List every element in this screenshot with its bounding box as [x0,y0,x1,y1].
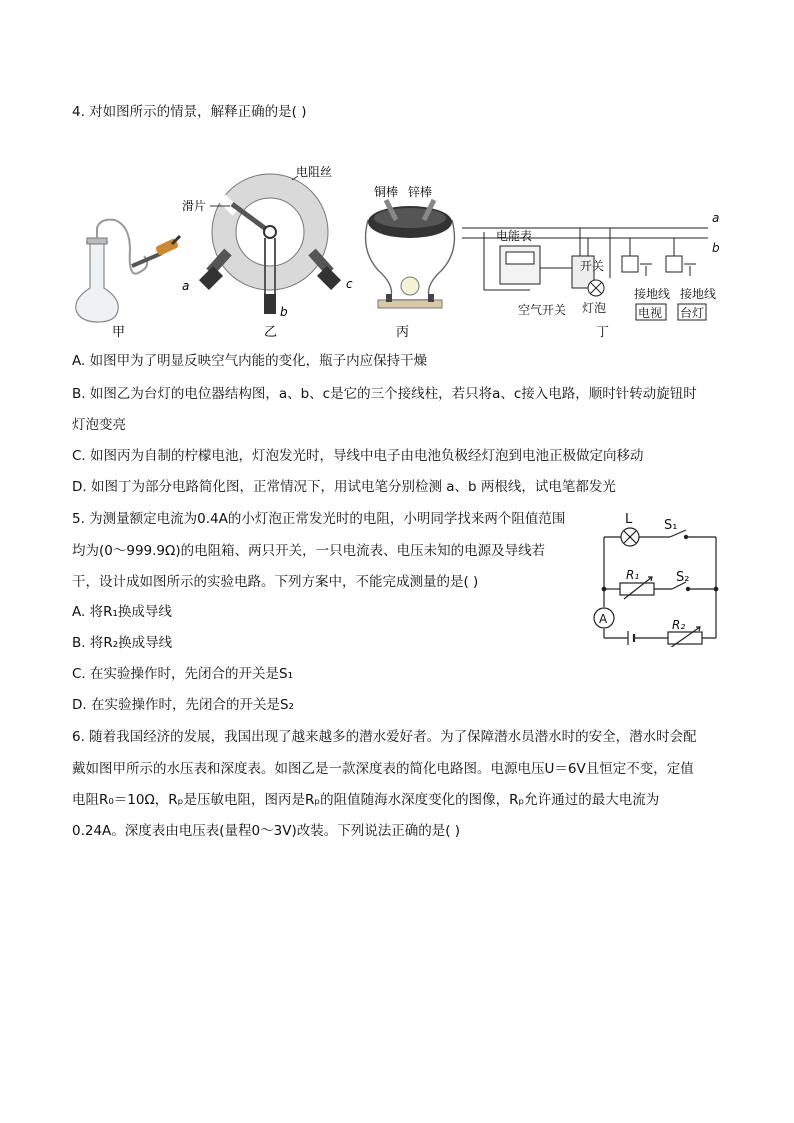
fig-label-a: a [182,279,190,293]
circuit-label-s2: S₂ [676,570,690,585]
fig-label-xinbang: 锌棒 [408,185,433,199]
circuit-label-r2: R₂ [672,618,686,632]
q5-circuit [590,505,725,647]
q4-option-b-cont: 灯泡变亮 [72,417,126,433]
fig-label-c: c [346,277,353,291]
q6-line-2: 戴如图甲所示的水压表和深度表。如图乙是一款深度表的简化电路图。电源电压U＝6V且恒定不变，定值 [72,761,694,777]
lemon-battery-figure [366,184,455,340]
circuit-label-s1: S₁ [664,518,678,533]
fig-label-jiedixian-2: 接地线 [680,287,717,301]
q5-line-2: 均为(0～999.9Ω)的电阻箱、两只开关，一只电流表、电压未知的电源及导线若 [72,543,546,559]
fig-label-dianzusi: 电阻丝 [296,165,333,179]
q4-figure [60,160,740,345]
fig-label-b: b [280,305,288,319]
household-circuit-figure [462,211,720,340]
q5-line-3: 干，设计成如图所示的实验电路。下列方案中，不能完成测量的是( ) [72,574,479,590]
potentiometer-figure [182,164,353,340]
fig-label-jia: 甲 [112,325,126,340]
q4-option-c: C. 如图丙为自制的柠檬电池，灯泡发光时，导线中电子由电池负极经灯泡到电池正极做定向移动 [72,448,644,464]
fig-label-kaiguan: 开关 [580,259,605,273]
fig-label-diannengbiao: 电能表 [496,229,533,243]
q4-option-a: A. 如图甲为了明显反映空气内能的变化，瓶子内应保持干燥 [72,353,428,369]
circuit-label-l: L [625,512,633,527]
q5-line-1: 5. 为测量额定电流为0.4A的小灯泡正常发光时的电阻，小明同学找来两个阻值范围 [72,511,566,527]
q6-line-1: 6. 随着我国经济的发展，我国出现了越来越多的潜水爱好者。为了保障潜水员潜水时的安全，潜水时会配 [72,729,697,745]
q5-option-c: C. 在实验操作时，先闭合的开关是S₁ [72,666,293,682]
fig-label-ding: 丁 [596,325,610,340]
fig-label-wire-a: a [712,211,720,225]
fig-label-kongqikaiguan: 空气开关 [518,303,567,317]
q5-option-d: D. 在实验操作时，先闭合的开关是S₂ [72,697,294,713]
fig-label-jiedixian-1: 接地线 [634,287,671,301]
q6-line-4: 0.24A。深度表由电压表(量程0～3V)改装。下列说法正确的是( ) [72,823,461,839]
fig-label-dengpao: 灯泡 [582,301,607,315]
q4-stem: 4. 对如图所示的情景，解释正确的是( ) [72,104,307,120]
fig-label-taideng: 台灯 [680,306,705,320]
q6-line-3: 电阻R₀＝10Ω，Rₚ是压敏电阻，图丙是Rₚ的阻值随海水深度变化的图像，Rₚ允许通过的最大电流为 [72,792,660,808]
q4-option-d: D. 如图丁为部分电路简化图，正常情况下，用试电笔分别检测 a、b 两根线，试电笔都发光 [72,479,616,495]
q5-option-a: A. 将R₁换成导线 [72,604,172,620]
fig-label-dianshi: 电视 [638,306,663,320]
flask-figure [76,220,180,340]
fig-label-wire-b: b [712,241,720,255]
fig-label-yi: 乙 [264,325,278,340]
q5-option-b: B. 将R₂换成导线 [72,635,173,651]
fig-label-huapian: 滑片 [182,199,207,213]
q4-option-b: B. 如图乙为台灯的电位器结构图，a、b、c是它的三个接线柱，若只将a、c接入电路，顺时针转动旋钮时 [72,386,697,402]
circuit-label-r1: R₁ [626,568,640,582]
fig-label-tongbang: 铜棒 [374,185,399,199]
circuit-label-a: A [599,612,608,626]
fig-label-bing: 丙 [396,325,410,340]
